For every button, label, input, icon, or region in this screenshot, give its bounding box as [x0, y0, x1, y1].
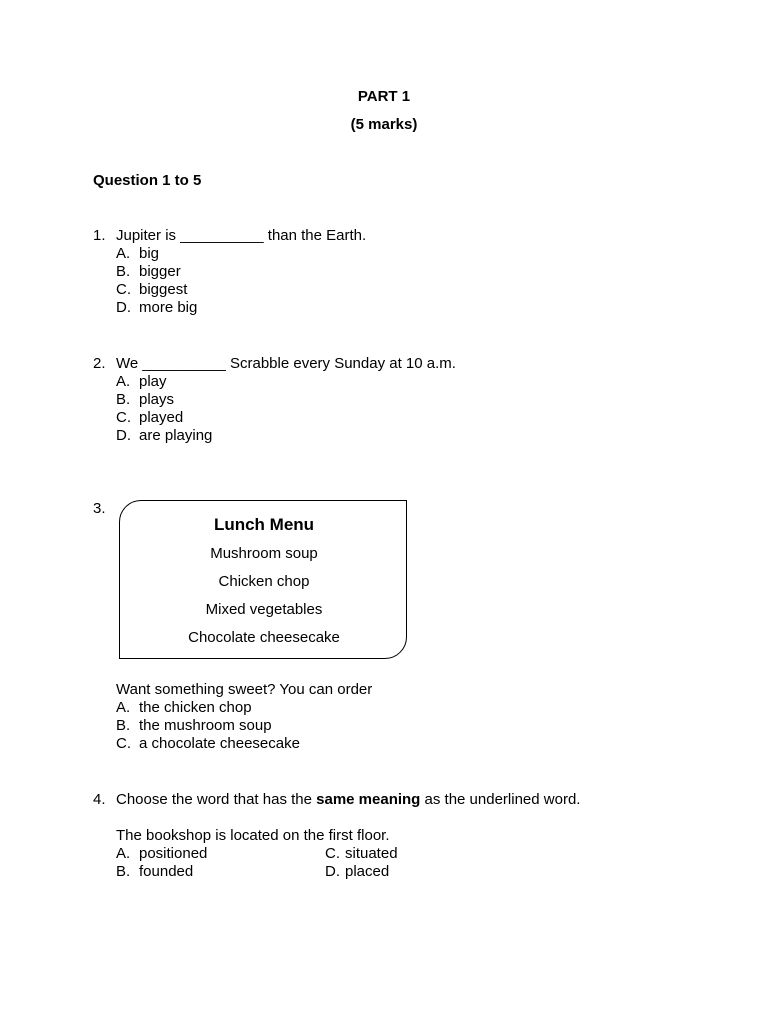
option-text: plays — [139, 391, 175, 408]
menu-item: Mushroom soup — [210, 545, 318, 562]
part-title: PART 1 — [357, 88, 411, 105]
question-stem: Jupiter is __________ than the Earth. — [116, 227, 367, 244]
question-number: 4. — [93, 791, 106, 808]
option-text: are playing — [139, 427, 213, 444]
question-sentence: The bookshop is located on the first floor. — [116, 827, 390, 844]
stem-after: as the underlined word. — [420, 791, 581, 808]
option-text: biggest — [139, 281, 188, 298]
option-text: the mushroom soup — [139, 717, 272, 734]
option-letter: C. — [116, 409, 131, 426]
option-letter: A. — [116, 699, 131, 716]
menu-item: Chocolate cheesecake — [188, 629, 340, 646]
option-letter: B. — [116, 263, 131, 280]
option-text: founded — [139, 863, 194, 880]
option-letter: C. — [116, 281, 131, 298]
question-stem — [116, 791, 580, 809]
option-letter: D. — [325, 863, 340, 880]
option-text: a chocolate cheesecake — [139, 735, 300, 752]
option-text: played — [139, 409, 184, 426]
option-text: bigger — [139, 263, 181, 280]
option-letter: A. — [116, 373, 131, 390]
stem-emphasis: same meaning — [316, 791, 421, 808]
option-text: situated — [345, 845, 398, 862]
option-letter: A. — [116, 245, 131, 262]
option-letter: B. — [116, 717, 131, 734]
question-number: 1. — [93, 227, 106, 244]
option-letter: D. — [116, 299, 131, 316]
option-letter: D. — [116, 427, 131, 444]
lunch-menu-box — [119, 500, 407, 659]
option-letter: C. — [116, 735, 131, 752]
stem-before: Choose the word that has the — [116, 791, 317, 808]
question-range-heading: Question 1 to 5 — [93, 172, 202, 189]
option-text: big — [139, 245, 160, 262]
option-letter: C. — [325, 845, 340, 862]
option-letter: B. — [116, 863, 131, 880]
option-text: placed — [345, 863, 390, 880]
question-stem: Want something sweet? You can order — [116, 681, 373, 698]
question-stem: We __________ Scrabble every Sunday at 10 a.m. — [116, 355, 456, 372]
option-text: positioned — [139, 845, 208, 862]
option-letter: A. — [116, 845, 131, 862]
option-letter: B. — [116, 391, 131, 408]
option-text: more big — [139, 299, 198, 316]
question-number: 2. — [93, 355, 106, 372]
marks-label: (5 marks) — [350, 116, 418, 133]
question-number: 3. — [93, 500, 106, 517]
menu-item: Mixed vegetables — [205, 601, 323, 618]
menu-title: Lunch Menu — [213, 515, 315, 534]
option-text: the chicken chop — [139, 699, 252, 716]
menu-item: Chicken chop — [218, 573, 310, 590]
option-text: play — [139, 373, 167, 390]
